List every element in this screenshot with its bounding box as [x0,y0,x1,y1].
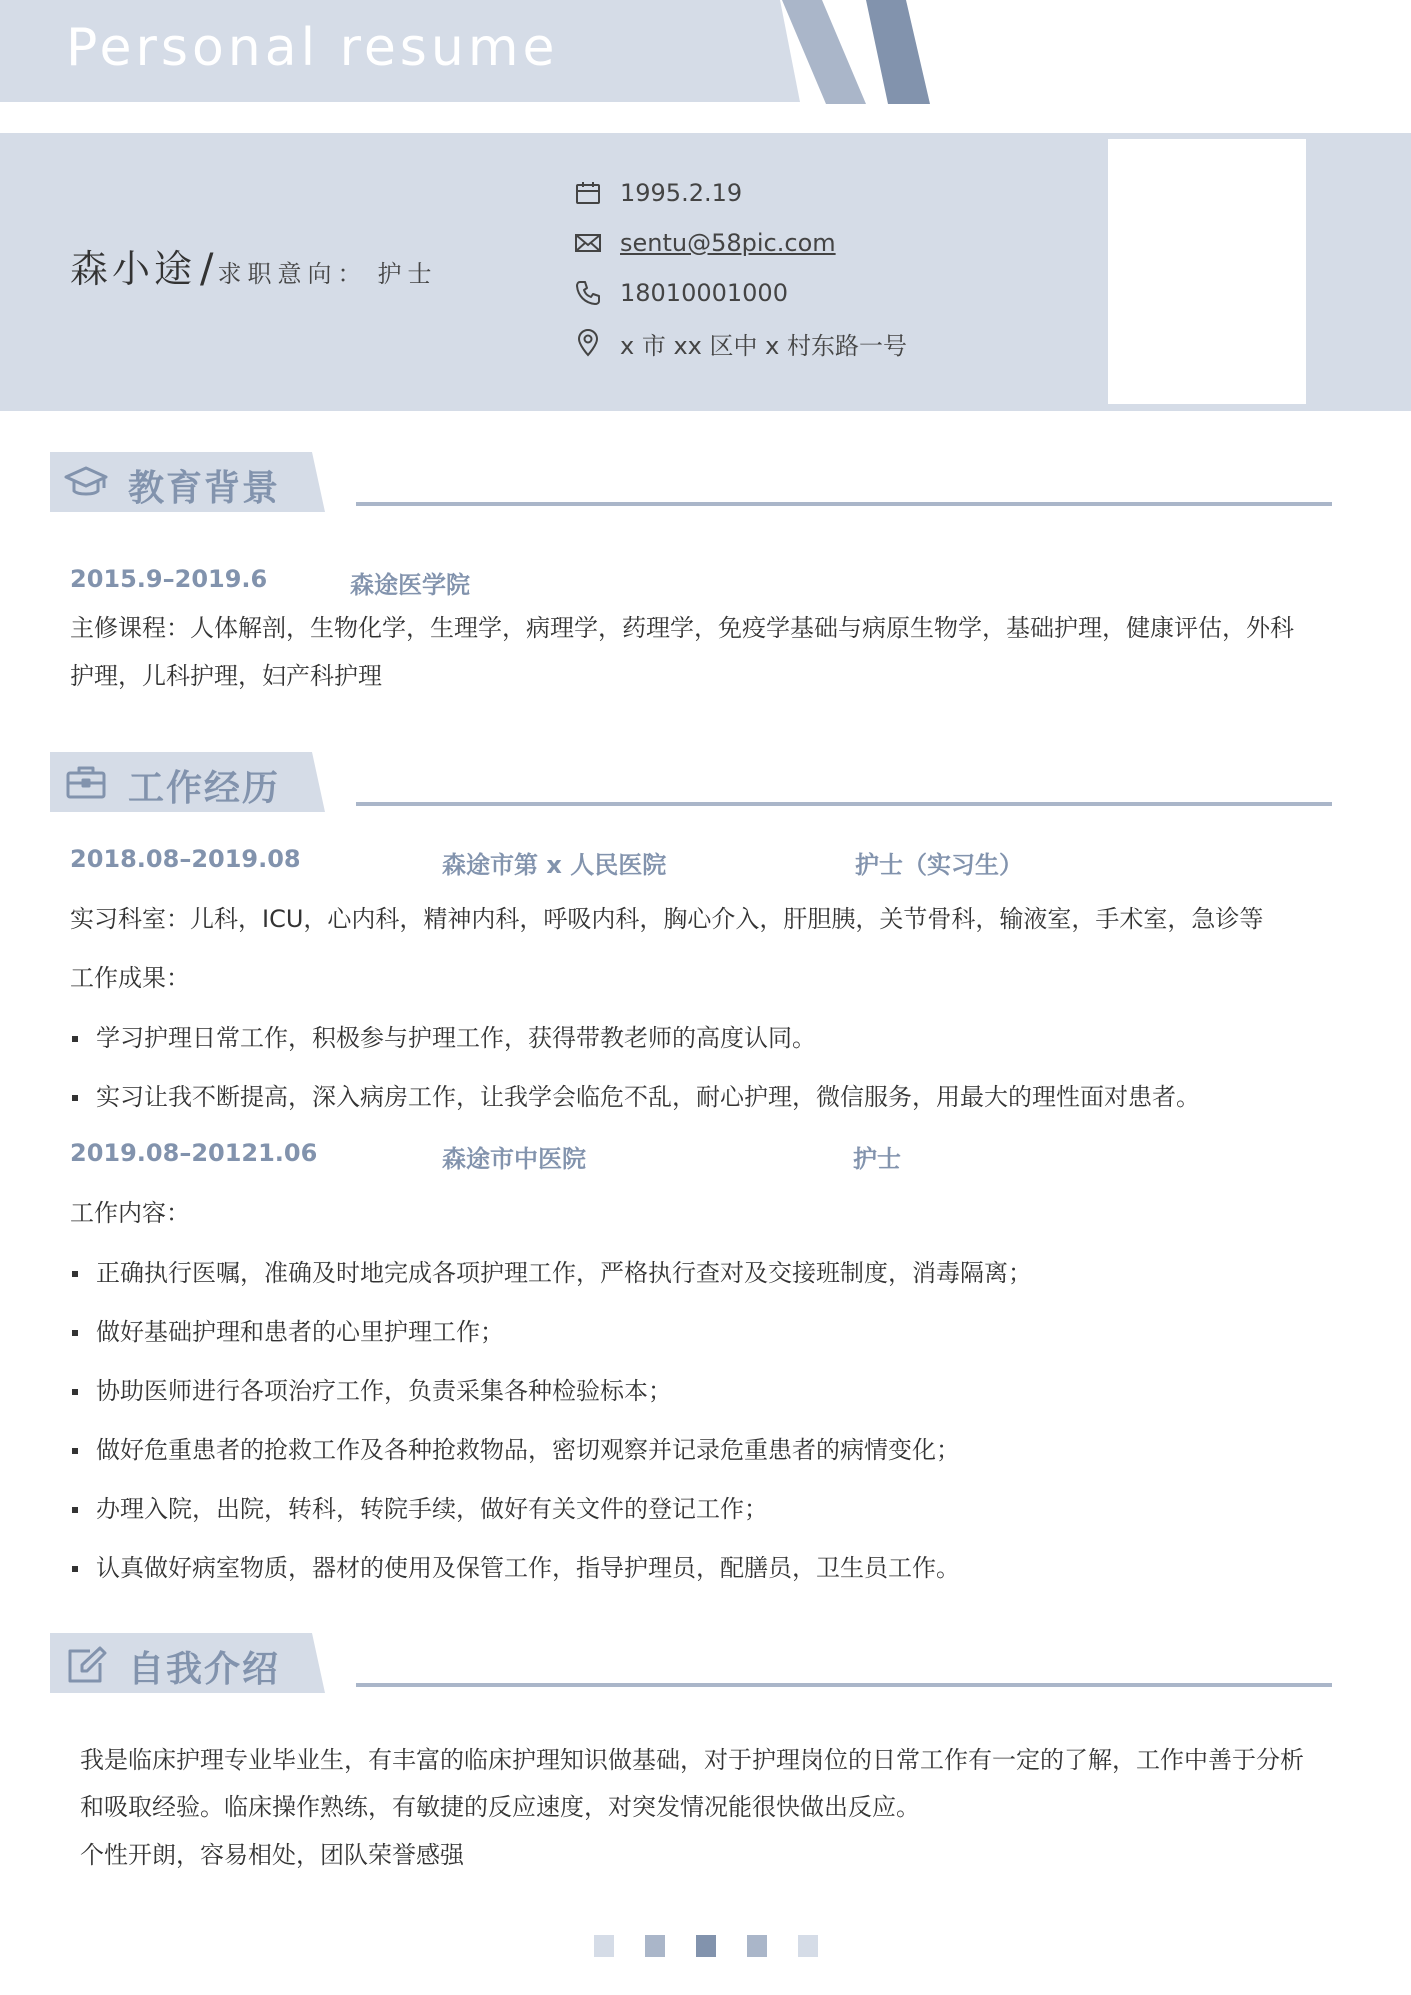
list-item: 办理入院，出院，转科，转院手续，做好有关文件的登记工作； [70,1489,1032,1548]
job-sub-label: 工作成果： [70,964,190,992]
page-title: Personal resume [66,18,559,78]
job-departments: 实习科室：儿科，ICU，心内科，精神内科，呼吸内科，胸心介入，肝胆胰，关节骨科，输液室，手术室，急诊等 [70,905,1264,933]
name-line [70,238,438,293]
job-duties-list [70,1253,1032,1607]
edit-icon [64,1645,108,1681]
list-item: 做好基础护理和患者的心里护理工作； [70,1312,1032,1371]
contact-list [572,168,907,368]
list-item: 认真做好病室物质，器材的使用及保管工作，指导护理员，配膳员，卫生员工作。 [70,1548,1032,1607]
briefcase-icon [64,764,108,800]
job-organization: 森途市第 x 人民医院 [442,851,667,879]
calendar-icon [572,177,604,209]
education-courses-line2: 护理，儿科护理，妇产科护理 [70,662,382,690]
about-line1: 我是临床护理专业毕业生，有丰富的临床护理知识做基础，对于护理岗位的日常工作有一定的了解，工作中善于分析 [80,1746,1304,1774]
email-link[interactable]: sentu@58pic.com [620,229,836,257]
decor-square [798,1935,818,1957]
contact-address [572,318,907,368]
education-title: 教育背景 [128,468,281,509]
envelope-icon [572,227,604,259]
photo-placeholder [1108,139,1306,404]
list-item: 学习护理日常工作，积极参与护理工作，获得带教老师的高度认同。 [70,1018,1200,1077]
applicant-name: 森小途 [70,247,197,291]
list-item: 做好危重患者的抢救工作及各种抢救物品，密切观察并记录危重患者的病情变化； [70,1430,1032,1489]
education-period: 2015.9–2019.6 [70,565,268,593]
list-item: 实习让我不断提高，深入病房工作，让我学会临危不乱，耐心护理，微信服务，用最大的理性面对患者。 [70,1077,1200,1136]
decor-square [645,1935,665,1957]
job-period: 2019.08–20121.06 [70,1139,318,1167]
decorative-stripe [866,0,930,104]
location-pin-icon [572,327,604,359]
phone-number: 18010001000 [620,279,788,307]
about-line2: 和吸取经验。临床操作熟练，有敏捷的反应速度，对突发情况能很快做出反应。 [80,1793,920,1821]
decorative-squares [594,1935,849,1957]
list-item: 协助医师进行各项治疗工作，负责采集各种检验标本； [70,1371,1032,1430]
education-school: 森途医学院 [350,571,470,599]
job-intent-label: 求职意向： [217,260,368,288]
education-courses-line1: 主修课程：人体解剖，生物化学，生理学，病理学，药理学，免疫学基础与病原生物学，基础护理，健康评估，外科 [70,614,1294,642]
job-intent-value: 护士 [377,260,438,288]
section-divider [356,1683,1332,1687]
about-title: 自我介绍 [128,1649,281,1690]
decor-square [696,1935,716,1957]
job-organization: 森途市中医院 [442,1145,586,1173]
work-title: 工作经历 [128,768,281,809]
name-separator: / [200,246,214,292]
section-divider [356,802,1332,806]
contact-email [572,218,907,268]
list-item: 正确执行医嘱，准确及时地完成各项护理工作，严格执行查对及交接班制度，消毒隔离； [70,1253,1032,1312]
graduation-cap-icon [64,464,108,500]
job-role: 护士（实习生） [855,851,1023,879]
job-sub-label: 工作内容： [70,1199,190,1227]
decor-square [747,1935,767,1957]
birth-date: 1995.2.19 [620,179,743,207]
about-line3: 个性开朗，容易相处，团队荣誉感强 [80,1841,464,1869]
decor-square [594,1935,614,1957]
education-section-header [50,452,1335,512]
job-achievements-list [70,1018,1200,1136]
about-section-header [50,1633,1335,1693]
contact-phone [572,268,907,318]
work-section-header [50,752,1335,812]
job-role: 护士 [853,1145,901,1173]
phone-icon [572,277,604,309]
job-period: 2018.08–2019.08 [70,845,301,873]
section-divider [356,502,1332,506]
address: x 市 xx 区中 x 村东路一号 [620,331,907,360]
contact-birth [572,168,907,218]
